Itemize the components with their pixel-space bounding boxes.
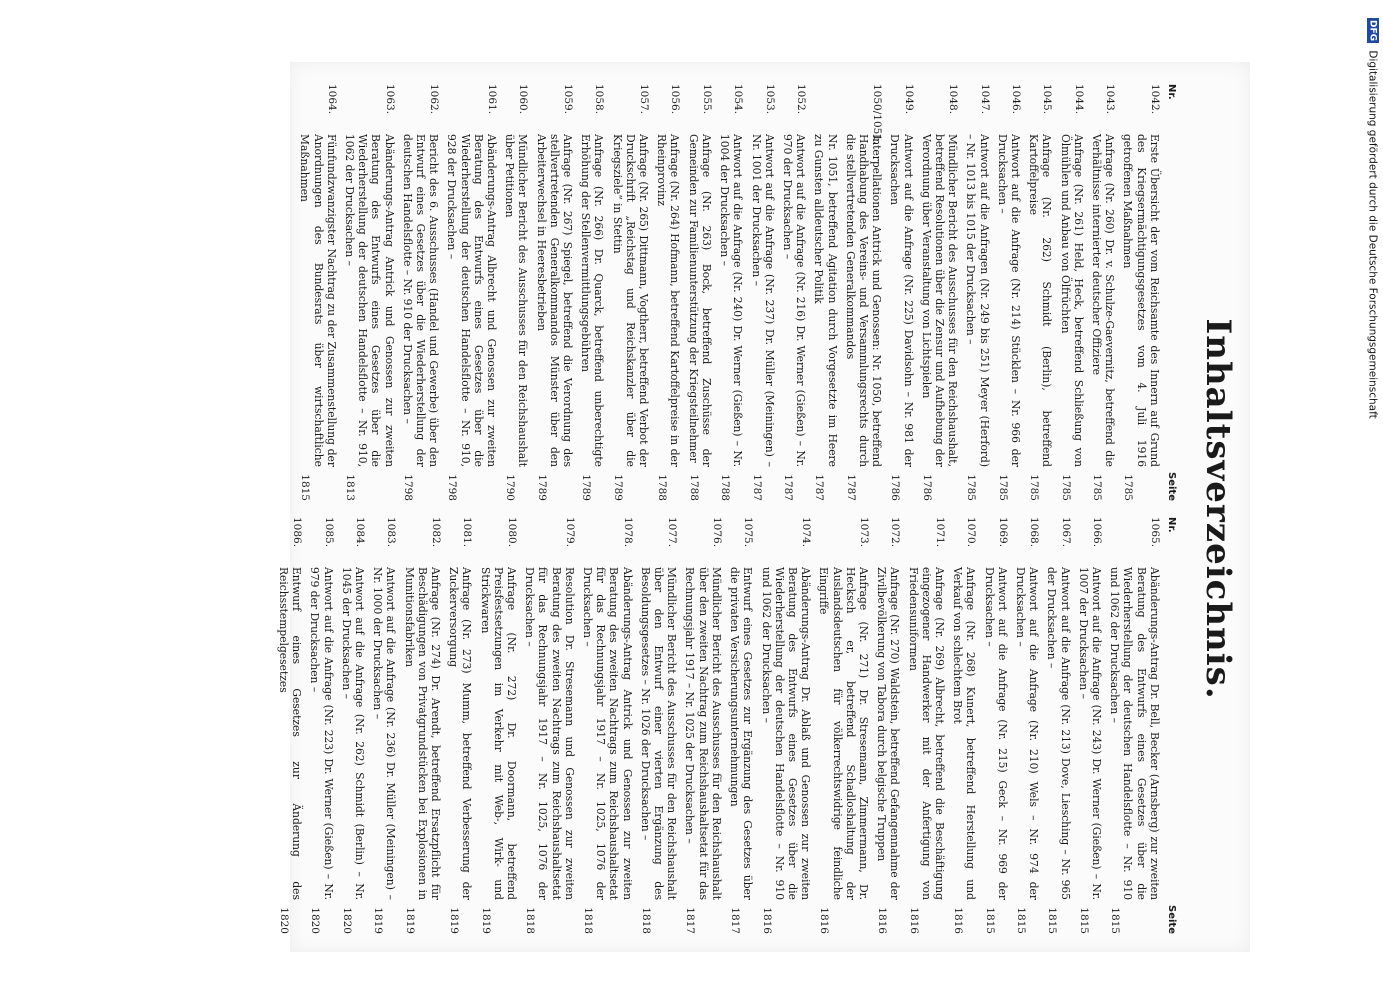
- toc-entry: [1077, 517, 1103, 934]
- entry-text: Antwort auf die Anfragen (Nr. 249 bis 251) Meyer (Herford) – Nr. 1013 bis 1015 der Drucksachen –: [964, 134, 991, 467]
- entry-text: Anfrage (Nr. 272) Dr. Doormann, betreffend Preisfestsetzungen im Verkehr mit Web-, Wirk- und Strickwaren: [478, 567, 519, 900]
- toc-entry: [579, 84, 605, 501]
- entry-text: Bericht des 6. Ausschusses (Handel und Gewerbe) über den Entwurf eines Gesetzes über die Wiederherstellung der deutschen Handelsflotte – Nr. 910 der Drucksachen –: [400, 134, 441, 467]
- toc-entry: [655, 84, 681, 501]
- entry-text: Abänderungs-Antrag Antrick und Genossen zur zweiten Beratung des zweiten Nachtrags zum Reichshaushaltsetat für das Rechnungsjahr 1917 – Nr. 1025, 1076 der Drucksachen –: [581, 567, 634, 900]
- entry-page: 1785: [996, 474, 1009, 501]
- toc-entry: [402, 517, 442, 934]
- entry-page: 1788: [719, 474, 732, 501]
- entry-text: Abänderungs-Antrag Dr. Bell, Becker (Arnsberg) zur zweiten Beratung des Entwurfs eines Gesetzes über die Wiederherstellung der deutschen Handelsflotte – Nr. 910 und 1062 der Drucksachen –: [1108, 567, 1161, 900]
- toc-entry: [875, 517, 901, 934]
- entry-number: 1075.: [742, 517, 755, 548]
- entry-number: 1066.: [1090, 517, 1103, 548]
- entry-page: 1818: [524, 907, 537, 934]
- entry-page: 1798: [446, 474, 459, 501]
- entry-page: 1785: [1090, 474, 1103, 501]
- toc-entry: [749, 84, 775, 501]
- entry-number: 1052.: [795, 84, 808, 115]
- entry-number: 1085.: [322, 517, 335, 548]
- toc-entry: [371, 517, 397, 934]
- entry-number: 1048.: [947, 84, 960, 115]
- entry-page: 1787: [750, 474, 763, 501]
- entry-page: 1819: [448, 907, 461, 934]
- entry-page: 1798: [401, 474, 414, 501]
- entry-text: Entwurf eines Gesetzes zur Ergänzung des Gesetzes über die privaten Versicherungsunternehmungen: [728, 567, 755, 900]
- entry-page: 1818: [582, 907, 595, 934]
- entry-text: Anfrage (Nr. 265) Dittmann, Vogtherr, betreffend Verbot der Druckschrift „Reichstag und Reichskanzler über die Kriegsziele“ in Stettin: [610, 134, 651, 467]
- entry-text: Antwort auf die Anfrage (Nr. 216) Dr. Werner (Gießen) – Nr. 970 der Drucksachen –: [780, 134, 808, 467]
- entry-text: Anfrage (Nr. 270) Waldstein, betreffend Gefangennahme der Zivilbevölkerung von Tabora durch belgische Truppen: [875, 567, 902, 900]
- header-seite: Seite: [1166, 905, 1177, 934]
- entry-number: 1057.: [638, 84, 651, 115]
- entry-page: 1816: [952, 907, 965, 934]
- entry-text: Anfrage (Nr. 263) Bock, betreffend Zuschüsse der Gemeinden zur Familienunterstützung der Kriegsteilnehmer: [686, 134, 713, 467]
- toc-entry: [728, 517, 754, 934]
- entry-text: Antwort auf die Anfrage (Nr. 210) Wels – Nr. 974 der Drucksachen –: [1013, 567, 1041, 900]
- entry-text: Antwort auf die Anfrage (Nr. 215) Geck – Nr. 969 der Drucksachen –: [982, 567, 1009, 900]
- entry-text: Mündlicher Bericht des Ausschusses für den Reichshaushalt über den zweiten Nachtrag zum Reichshaushaltsetat für das Rechnungsjahr 1917 – Nr. 1025 der Drucksachen –: [683, 567, 723, 900]
- entry-text: Antwort auf die Anfrage (Nr. 213) Dove, Liesching – Nr. 965 der Drucksachen –: [1045, 567, 1072, 900]
- entry-number: 1046.: [1009, 84, 1022, 115]
- toc-entry: [343, 84, 396, 501]
- entry-page: 1816: [876, 907, 889, 934]
- left-column: [272, 84, 1178, 501]
- toc-entry: [683, 517, 723, 934]
- entry-page: 1820: [309, 907, 322, 934]
- entry-number: 1045.: [1041, 84, 1054, 115]
- entry-number: 1049.: [902, 84, 915, 115]
- watermark-strip: [1362, 0, 1383, 1000]
- entry-number: 1043.: [1104, 84, 1117, 115]
- entry-page: 1815: [1077, 907, 1090, 934]
- entry-number: 1077.: [666, 517, 679, 548]
- toc-entry: [951, 517, 977, 934]
- entry-page: 1785: [1059, 474, 1072, 501]
- toc-entry: [759, 517, 812, 934]
- entry-page: 1818: [639, 907, 652, 934]
- toc-entry: [844, 84, 884, 501]
- entry-number: 1053.: [763, 84, 776, 115]
- toc-entry: [718, 84, 744, 501]
- entry-text: Anfrage (Nr. 264) Hofmann, betreffend Kartoffelpreise in der Rheinprovinz: [655, 134, 682, 467]
- left-column-header: [1165, 84, 1178, 501]
- entry-text: Anfrage (Nr. 260) Dr. v. Schulze-Gaevernitz, betreffend die Verhältnisse internierter deutscher Offiziere: [1089, 134, 1117, 467]
- toc-entry: [687, 84, 713, 501]
- scanned-page-frame: [277, 62, 1250, 952]
- entry-text: Abänderungs-Antrag Antrick und Genossen zur zweiten Beratung des Entwurfs eines Gesetzes über die Wiederherstellung der deutschen Handelsflotte – Nr. 910, 1062 der Drucksachen –: [343, 134, 396, 467]
- toc-entry: [1014, 517, 1040, 934]
- entry-number: 1062.: [428, 84, 441, 115]
- entry-number: 1068.: [1028, 517, 1041, 548]
- entry-number: 1084.: [354, 517, 367, 548]
- entry-page: 1785: [1122, 474, 1135, 501]
- entry-text: Anfrage (Nr. 266) Dr. Quarck, betreffend unberechtigte Erhöhung der Stellenvermittlungsgebühren: [579, 134, 606, 467]
- toc-entry: [478, 517, 518, 934]
- entry-number: 1060.: [517, 84, 530, 115]
- toc-entry: [534, 84, 574, 501]
- entry-number: 1078.: [621, 517, 634, 548]
- entry-text: Antwort auf die Anfrage (Nr. 237) Dr. Müller (Meiningen) – Nr. 1001 der Drucksachen –: [749, 134, 776, 467]
- entry-number: 1083.: [385, 517, 398, 548]
- entry-number: 1055.: [700, 84, 713, 115]
- entry-text: Anfrage (Nr. 267) Spiegel, betreffend die Verordnung des stellvertretenden Generalkommandos Münster über den Arbeiterwechsel in Heeresbetrieben: [534, 134, 575, 467]
- entry-text: Antwort auf die Anfrage (Nr. 223) Dr. Werner (Gießen) – Nr. 979 der Drucksachen –: [308, 567, 335, 900]
- entry-text: Resolution Dr. Stresemann und Genossen zur zweiten Beratung des zweiten Nachtrags zum Reichshaushaltsetat für das Rechnungsjahr 1917 – Nr. 1025, 1076 der Drucksachen –: [523, 567, 576, 900]
- toc-entry: [920, 84, 960, 501]
- toc-entry: [906, 517, 946, 934]
- toc-entry: [1121, 84, 1161, 501]
- entry-number: 1065.: [1148, 517, 1161, 548]
- entry-number: 1059.: [562, 84, 575, 115]
- entry-number: 1079.: [563, 517, 576, 548]
- scanned-page: [277, 62, 1250, 952]
- entry-number: 1073.: [857, 517, 870, 548]
- entry-page: 1816: [760, 907, 773, 934]
- toc-entry: [817, 517, 870, 934]
- entry-text: Abänderungs-Antrag Albrecht und Genossen zur zweiten Beratung des Entwurfs eines Gesetzes über die Wiederherstellung der deutschen Handelsflotte – Nr. 910, 928 der Drucksachen –: [445, 134, 499, 467]
- entry-text: Abänderungs-Antrag Dr. Ablaß und Genossen zur zweiten Beratung des Entwurfs eines Gesetzes über die Wiederherstellung der deutschen Handelsflotte – Nr. 910 und 1062 der Drucksachen –: [759, 567, 813, 900]
- entry-page: 1789: [535, 474, 548, 501]
- header-nr: Nr.: [1166, 84, 1177, 100]
- toc-entry: [888, 84, 914, 501]
- toc-entry: [996, 84, 1022, 501]
- page-title: Inhaltsverzeichnis.: [1198, 318, 1238, 700]
- entry-page: 1819: [372, 907, 385, 934]
- toc-entry: [1108, 517, 1161, 934]
- entry-number: 1054.: [732, 84, 745, 115]
- entry-page: 1815: [1014, 907, 1027, 934]
- toc-entry: [812, 84, 838, 501]
- toc-entry: [308, 517, 334, 934]
- entry-text: Anfrage (Nr. 274) Dr. Arendt, betreffend Ersatzpflicht für Beschädigungen von Privatgrundstücken bei Explosionen in Munitionsfabriken: [402, 567, 443, 900]
- entry-number: 1050/1051.: [871, 84, 884, 145]
- entry-number: 1080.: [506, 517, 519, 548]
- entry-page: 1790: [504, 474, 517, 501]
- entry-number: [812, 84, 838, 134]
- watermark: [1367, 18, 1379, 419]
- entry-number: 1072.: [889, 517, 902, 548]
- entry-number: 1070.: [965, 517, 978, 548]
- toc-entry: [523, 517, 576, 934]
- entry-page: 1815: [983, 907, 996, 934]
- entry-page: 1787: [844, 474, 857, 501]
- entry-text: Antwort auf die Anfrage (Nr. 236) Dr. Müller (Meiningen) – Nr. 1000 der Drucksachen –: [371, 567, 398, 900]
- entry-page: 1786: [920, 474, 933, 501]
- entry-number: 1074.: [800, 517, 813, 548]
- entry-page: 1785: [1028, 474, 1041, 501]
- toc-entry: [1090, 84, 1116, 501]
- watermark-text: Digitalisierung gefördert durch die Deutsche Forschungsgemeinschaft: [1366, 50, 1379, 419]
- right-column-header: [1165, 517, 1178, 934]
- entry-text: Anfrage (Nr. 273) Mumm, betreffend Verbesserung der Zuckerversorgung: [447, 567, 474, 900]
- entry-page: 1816: [907, 907, 920, 934]
- entry-text: Antwort auf die Anfrage (Nr. 262) Schmidt (Berlin) – Nr. 1045 der Drucksachen –: [339, 567, 367, 900]
- entry-number: 1067.: [1059, 517, 1072, 548]
- entry-number: 1063.: [383, 84, 396, 115]
- entry-page: 1816: [818, 907, 831, 934]
- entry-page: 1785: [965, 474, 978, 501]
- entry-text: Antwort auf die Anfrage (Nr. 214) Stücklen – Nr. 966 der Drucksachen –: [995, 134, 1022, 467]
- entry-number: 1081.: [461, 517, 474, 548]
- dfg-logo: DFG: [1367, 20, 1378, 42]
- entry-number: 1042.: [1148, 84, 1161, 115]
- entry-number: 1086.: [291, 517, 304, 548]
- entry-number: 1069.: [996, 517, 1009, 548]
- entry-number: 1061.: [486, 84, 499, 115]
- entry-text: Anfrage (Nr. 261) Held, Heck, betreffend Schließung von Ölmühlen und Anbau von Ölfrüchten: [1058, 134, 1085, 467]
- entry-page: 1786: [889, 474, 902, 501]
- entry-text: Interpellationen Antrick und Genossen: Nr. 1050, betreffend Handhabung des Vereins- und Versammlungsrechts durch die stellvertretenden Generalkommandos: [843, 134, 884, 467]
- entry-page: 1817: [729, 907, 742, 934]
- entry-number: 1058.: [593, 84, 606, 115]
- toc-entry: [277, 517, 303, 934]
- toc-entry: [781, 84, 807, 501]
- entry-page: 1820: [278, 907, 291, 934]
- entry-page: 1788: [687, 474, 700, 501]
- entry-number: 1071.: [933, 517, 946, 548]
- toc-entry: [610, 84, 650, 501]
- right-column: [272, 517, 1178, 934]
- toc-entry: [340, 517, 366, 934]
- entry-text: Antwort auf die Anfrage (Nr. 225) Davidsohn – Nr. 981 der Drucksachen: [888, 134, 915, 467]
- entry-text: Mündlicher Bericht des Ausschusses für den Reichshaushalt über Petitionen: [503, 134, 530, 467]
- entry-text: Fünfundzwanzigster Nachtrag zu der Zusammenstellung der Anordnungen des Bundesrats über wirtschaftliche Maßnahmen: [298, 134, 338, 467]
- entry-page: 1815: [1109, 907, 1122, 934]
- toc-entry: [298, 84, 338, 501]
- entry-text: Anfrage (Nr. 268) Kunert, betreffend Herstellung und Verkauf von schlechtem Brot: [951, 567, 978, 900]
- entry-page: 1819: [403, 907, 416, 934]
- entry-text: Mündlicher Bericht des Ausschusses für den Reichshaushalt über den Entwurf einer vierten Ergänzung des Besoldungsgesetzes – Nr. 1026 der Drucksachen –: [638, 567, 679, 900]
- entry-number: 1047.: [978, 84, 991, 115]
- entry-page: 1788: [656, 474, 669, 501]
- header-seite: Seite: [1166, 472, 1177, 501]
- header-nr: Nr.: [1166, 517, 1177, 533]
- entry-number: 1064.: [325, 84, 338, 115]
- entry-page: 1789: [611, 474, 624, 501]
- entry-page: 1819: [479, 907, 492, 934]
- entry-text: Antwort auf die Anfrage (Nr. 240) Dr. Werner (Gießen) – Nr. 1004 der Drucksachen –: [718, 134, 745, 467]
- toc-entry: [401, 84, 441, 501]
- toc-entry: [447, 517, 473, 934]
- entry-page: 1815: [1046, 907, 1059, 934]
- entry-text: Mündlicher Bericht des Ausschusses für den Reichshaushalt, betreffend Resolutionen über die Zensur und Aufhebung der Verordnung über Veranstaltung von Lichtspielen: [919, 134, 960, 467]
- entry-text: Nr. 1051, betreffend Agitation durch Vorgesetzte im Heere zu Gunsten alldeutscher Politik: [812, 134, 839, 467]
- entry-text: Anfrage (Nr. 269) Albrecht, betreffend die Beschäftigung eingezogener Handwerker mit der Anfertigung von Friedensuniformen: [906, 567, 946, 900]
- entry-page: 1789: [580, 474, 593, 501]
- entry-text: Erste Übersicht der vom Reichsamte des Innern auf Grund des Kriegsermächtigungsgesetzes vom 4. Juli 1916 getroffenen Maßnahmen: [1121, 134, 1161, 467]
- entry-text: Anfrage (Nr. 262) Schmidt (Berlin), betreffend Kartoffelpreise: [1027, 134, 1054, 467]
- entry-number: 1076.: [710, 517, 723, 548]
- entry-page: 1813: [344, 474, 357, 501]
- entry-number: 1044.: [1072, 84, 1085, 115]
- entry-number: 1082.: [430, 517, 443, 548]
- toc-entry: [1058, 84, 1084, 501]
- toc-entry: [581, 517, 634, 934]
- toc-entry: [964, 84, 990, 501]
- entry-page: 1787: [781, 474, 794, 501]
- entry-text: Entwurf eines Gesetzes zur Änderung des Reichsstempelgesetzes: [277, 567, 304, 900]
- toc-entry: [982, 517, 1008, 934]
- toc-entry: [503, 84, 529, 501]
- toc-entry: [445, 84, 498, 501]
- entry-text: Antwort auf die Anfrage (Nr. 243) Dr. Werner (Gießen) – Nr. 1007 der Drucksachen –: [1076, 567, 1103, 900]
- toc-entry: [1045, 517, 1071, 934]
- entry-page: 1820: [340, 907, 353, 934]
- entry-page: 1817: [684, 907, 697, 934]
- entry-page: 1815: [299, 474, 312, 501]
- entry-text: Anfrage (Nr. 271) Dr. Stresemann, Zimmermann, Dr. Hecksch er, betreffend Schadloshaltung der Auslandsdeutschen für völkerrechtswidrige feindliche Eingriffe: [817, 567, 870, 900]
- entry-page: 1787: [813, 474, 826, 501]
- toc-entry: [1027, 84, 1053, 501]
- toc-entry: [639, 517, 679, 934]
- entry-number: 1056.: [669, 84, 682, 115]
